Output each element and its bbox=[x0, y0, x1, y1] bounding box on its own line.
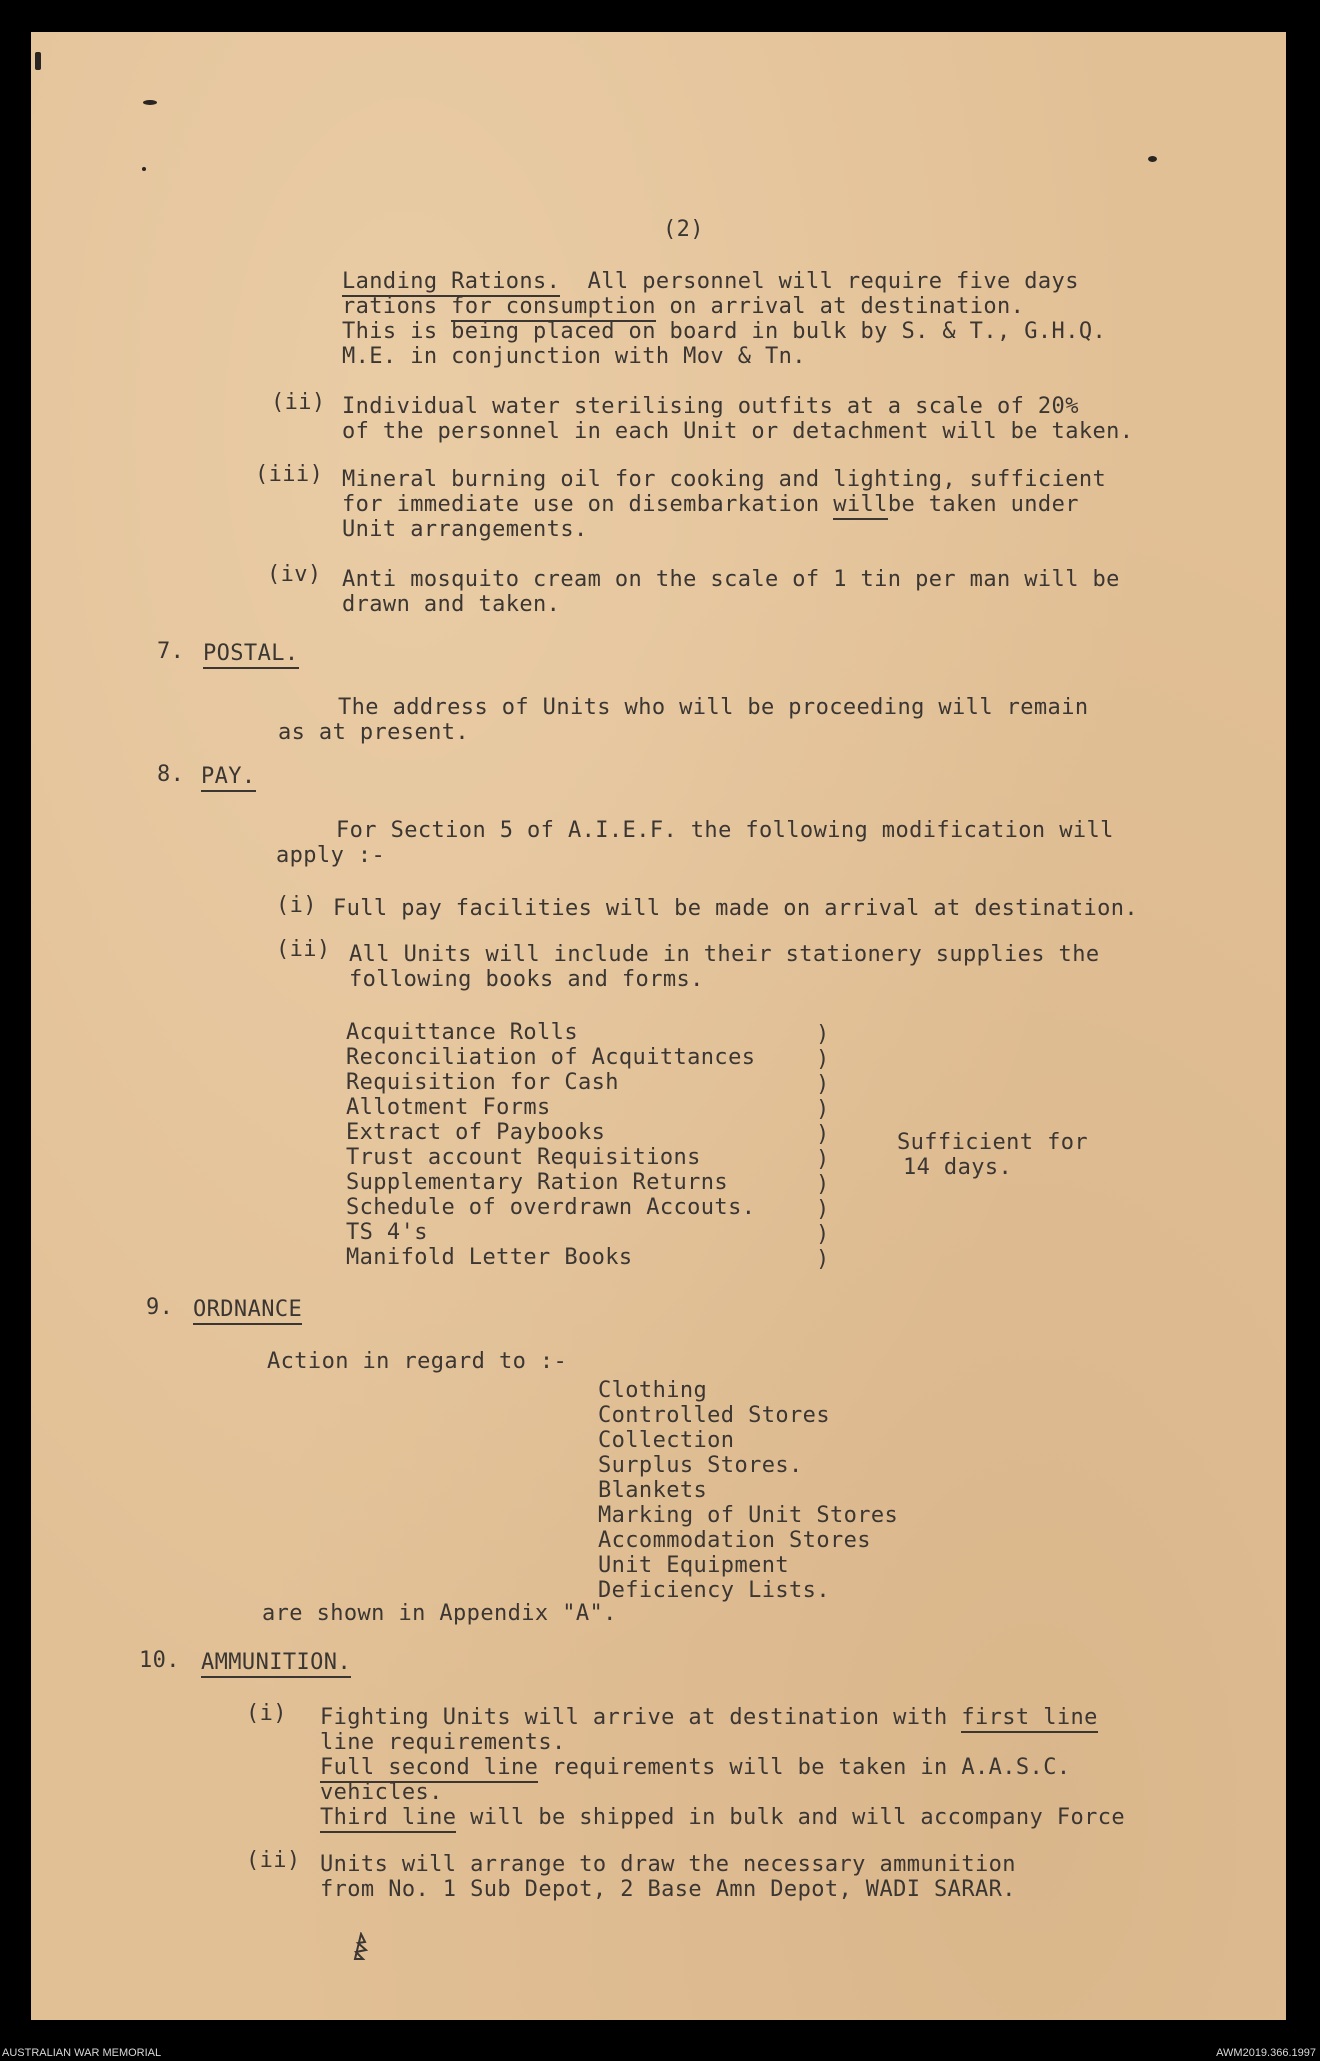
pay-book-item: Allotment Forms bbox=[346, 1095, 551, 1120]
ink-speck bbox=[1148, 156, 1157, 162]
ammunition-item-i-line-3: Full second line requirements will be taken in A.A.S.C. bbox=[320, 1755, 1071, 1780]
ordnance-list-item: Accommodation Stores bbox=[598, 1528, 871, 1553]
pay-number: 8. bbox=[157, 762, 185, 787]
ordnance-number: 9. bbox=[146, 1295, 174, 1320]
ordnance-list-item: Clothing bbox=[598, 1378, 708, 1403]
item-iii-line-2: for immediate use on disembarkation willbe taken under bbox=[342, 492, 1079, 517]
ordnance-list-item: Blankets bbox=[598, 1478, 708, 1503]
postal-heading: POSTAL. bbox=[203, 641, 299, 666]
sufficient-note-line-2: 14 days. bbox=[903, 1155, 1013, 1180]
document-page bbox=[31, 32, 1286, 2020]
pay-book-item: Manifold Letter Books bbox=[346, 1245, 633, 1270]
item-iii-line-1: Mineral burning oil for cooking and lighting, sufficient bbox=[342, 467, 1107, 492]
pay-item-ii-line-1: All Units will include in their stationery supplies the bbox=[349, 942, 1100, 967]
ordnance-list-item: Surplus Stores. bbox=[598, 1453, 803, 1478]
ordnance-list-item: Controlled Stores bbox=[598, 1403, 830, 1428]
ammunition-item-i-line-4: vehicles. bbox=[320, 1780, 443, 1805]
item-ii-marker: (ii) bbox=[271, 390, 326, 415]
bracket: ) bbox=[816, 1247, 830, 1272]
item-iii-line-3: Unit arrangements. bbox=[342, 517, 588, 542]
item-iv-marker: (iv) bbox=[267, 562, 322, 587]
pay-book-item: Reconciliation of Acquittances bbox=[346, 1045, 756, 1070]
landing-rations-line-1: Landing Rations. All personnel will require five days bbox=[342, 269, 1079, 294]
ink-speck bbox=[35, 52, 41, 70]
pay-item-i-marker: (i) bbox=[276, 893, 317, 918]
bracket: ) bbox=[816, 1197, 830, 1222]
bracket: ) bbox=[816, 1147, 830, 1172]
ordnance-list-item: Deficiency Lists. bbox=[598, 1578, 830, 1603]
sufficient-note-line-1: Sufficient for bbox=[897, 1130, 1089, 1155]
postal-number: 7. bbox=[157, 639, 185, 664]
ink-speck bbox=[143, 100, 157, 105]
bracket: ) bbox=[816, 1172, 830, 1197]
ammunition-item-i-line-5: Third line will be shipped in bulk and will accompany Force bbox=[320, 1805, 1125, 1830]
landing-rations-line-2: rations for consumption on arrival at destination. bbox=[342, 294, 1024, 319]
bracket: ) bbox=[816, 1072, 830, 1097]
landing-rations-line-4: M.E. in conjunction with Mov & Tn. bbox=[342, 344, 806, 369]
ammunition-item-i-line-1: Fighting Units will arrive at destination with first line bbox=[320, 1705, 1098, 1730]
pay-book-item: Acquittance Rolls bbox=[346, 1020, 578, 1045]
bracket: ) bbox=[816, 1047, 830, 1072]
pay-item-ii-line-2: following books and forms. bbox=[349, 967, 704, 992]
pay-book-item: Trust account Requisitions bbox=[346, 1145, 701, 1170]
pay-intro-line-1: For Section 5 of A.I.E.F. the following modification will bbox=[336, 818, 1114, 843]
footer-accession-number: AWM2019.366.1997 bbox=[1216, 2047, 1316, 2059]
ordnance-list-item: Collection bbox=[598, 1428, 735, 1453]
postal-line-2: as at present. bbox=[278, 720, 470, 745]
ammunition-heading: AMMUNITION. bbox=[201, 1650, 351, 1675]
ammunition-item-i-marker: (i) bbox=[246, 1701, 287, 1726]
pay-heading: PAY. bbox=[201, 764, 256, 789]
item-iv-line-2: drawn and taken. bbox=[342, 592, 561, 617]
item-ii-line-2: of the personnel in each Unit or detachment will be taken. bbox=[342, 419, 1134, 444]
landing-rations-line-3: This is being placed on board in bulk by S. & T., G.H.Q. bbox=[342, 319, 1107, 344]
bracket: ) bbox=[816, 1022, 830, 1047]
pay-item-ii-marker: (ii) bbox=[276, 937, 331, 962]
pay-book-item: Extract of Paybooks bbox=[346, 1120, 606, 1145]
ammunition-item-ii-marker: (ii) bbox=[246, 1848, 301, 1873]
pay-book-item: Supplementary Ration Returns bbox=[346, 1170, 729, 1195]
pay-book-item: Schedule of overdrawn Accouts. bbox=[346, 1195, 756, 1220]
pay-item-i: Full pay facilities will be made on arrival at destination. bbox=[333, 896, 1139, 921]
pay-book-item: TS 4's bbox=[346, 1220, 428, 1245]
ammunition-item-i-line-2: line requirements. bbox=[320, 1730, 566, 1755]
postal-line-1: The address of Units who will be proceeding will remain bbox=[338, 695, 1089, 720]
bracket: ) bbox=[816, 1222, 830, 1247]
item-iv-line-1: Anti mosquito cream on the scale of 1 tin per man will be bbox=[342, 567, 1120, 592]
ordnance-heading: ORDNANCE bbox=[193, 1297, 302, 1322]
footer-source-label: AUSTRALIAN WAR MEMORIAL bbox=[2, 2047, 162, 2059]
ordnance-intro: Action in regard to :- bbox=[267, 1349, 568, 1374]
ink-speck bbox=[142, 167, 146, 171]
ordnance-list-item: Marking of Unit Stores bbox=[598, 1503, 899, 1528]
pay-intro-line-2: apply :- bbox=[276, 843, 386, 868]
bracket: ) bbox=[816, 1122, 830, 1147]
landing-rations-heading: Landing Rations. bbox=[342, 269, 560, 297]
ammunition-number: 10. bbox=[139, 1648, 180, 1673]
bracket: ) bbox=[816, 1097, 830, 1122]
page-number: (2) bbox=[663, 217, 704, 242]
ammunition-item-ii-line-2: from No. 1 Sub Depot, 2 Base Amn Depot, WADI SARAR. bbox=[320, 1877, 1016, 1902]
pay-book-item: Requisition for Cash bbox=[346, 1070, 619, 1095]
item-ii-line-1: Individual water sterilising outfits at a scale of 20% bbox=[342, 394, 1079, 419]
ammunition-item-ii-line-1: Units will arrange to draw the necessary ammunition bbox=[320, 1852, 1016, 1877]
hole-punch-mark-icon bbox=[349, 1932, 373, 1962]
item-iii-marker: (iii) bbox=[255, 462, 324, 487]
ordnance-outro: are shown in Appendix "A". bbox=[262, 1601, 617, 1626]
ordnance-list-item: Unit Equipment bbox=[598, 1553, 790, 1578]
